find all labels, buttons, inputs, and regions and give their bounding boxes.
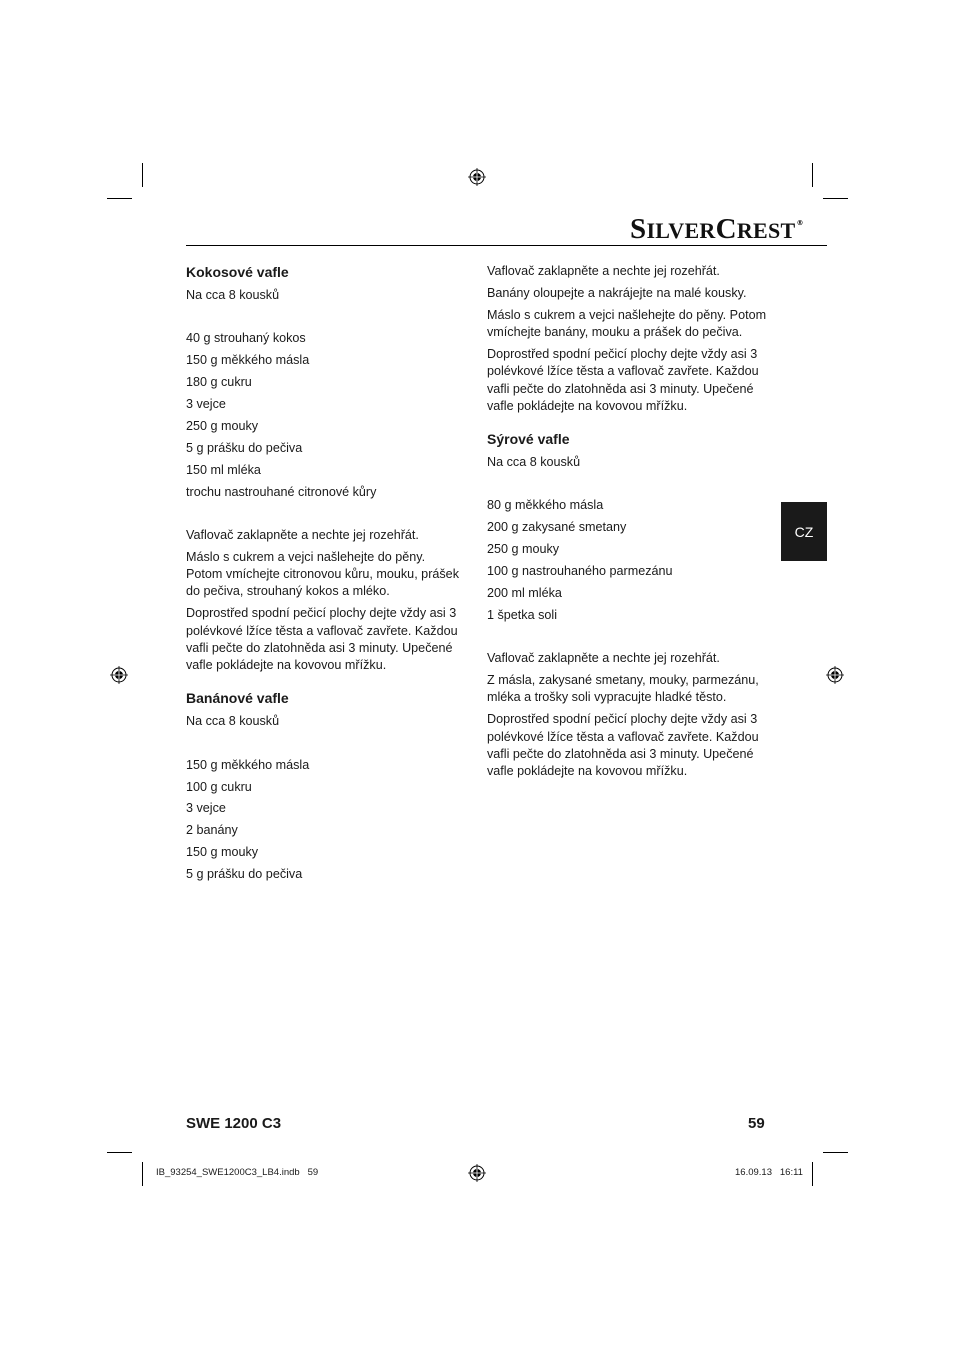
crop-mark	[107, 1152, 132, 1153]
ingredient-list	[186, 330, 461, 501]
ingredient: 200 g zakysané smetany	[487, 520, 627, 535]
instruction-paragraph: Doprostřed spodní pečicí plochy dejte vždy asi 3 polévkové lžíce těsta a vaflovač zavřete. Každou vafli pečte do zlatohněda asi 3 minuty. Upečené vafle pokládejte na kovovou mřížku.	[487, 346, 759, 413]
registration-mark-icon	[110, 666, 128, 684]
ingredient: 3 vejce	[186, 801, 226, 816]
ingredient: 150 ml mléka	[186, 462, 261, 477]
crop-mark	[142, 163, 143, 187]
recipe-title: Sýrové vafle	[487, 431, 570, 448]
instruction-paragraph: Vaflovač zaklapněte a nechte jej rozehřát.	[487, 651, 720, 666]
crop-mark	[823, 198, 848, 199]
instruction-paragraph: Máslo s cukrem a vejci našlehejte do pěny. Potom vmíchejte banány, mouku a prášek do pečiva.	[487, 307, 767, 340]
instruction-paragraph: Doprostřed spodní pečicí plochy dejte vždy asi 3 polévkové lžíce těsta a vaflovač zavřete. Každou vafli pečte do zlatohněda asi 3 minuty. Upečené vafle pokládejte na kovovou mřížku.	[186, 606, 458, 673]
instruction-paragraph: Vaflovač zaklapněte a nechte jej rozehřát.	[487, 264, 720, 278]
crop-mark	[142, 1162, 143, 1186]
ingredient: 250 g mouky	[487, 542, 560, 557]
slug-datetime: 16.09.13 16:11	[735, 1167, 803, 1178]
page-number: 59	[748, 1115, 765, 1132]
crop-mark	[812, 163, 813, 187]
instruction-paragraph: Máslo s cukrem a vejci našlehejte do pěny. Potom vmíchejte citronovou kůru, mouku, prášek do pečiva, strouhaný kokos a mléko.	[186, 549, 459, 599]
recipe-yield: Na cca 8 kousků	[487, 455, 581, 470]
ingredient: 200 ml mléka	[487, 586, 562, 601]
brand-logo: SILVERCREST®	[630, 213, 804, 245]
ingredient: 150 g měkkého másla	[186, 757, 310, 772]
recipe-yield: Na cca 8 kousků	[186, 714, 280, 729]
language-tab: CZ	[781, 502, 827, 561]
ingredient: 40 g strouhaný kokos	[186, 331, 306, 346]
slug-filename: IB_93254_SWE1200C3_LB4.indb 59	[156, 1167, 319, 1178]
ingredient-list	[186, 757, 461, 884]
ingredient: 150 g měkkého másla	[186, 353, 310, 368]
ingredient: 5 g prášku do pečiva	[186, 440, 303, 455]
recipe-title: Banánové vafle	[186, 690, 289, 707]
model-number: SWE 1200 C3	[186, 1115, 282, 1132]
ingredient: 2 banány	[186, 823, 238, 838]
instruction-paragraph: Z másla, zakysané smetany, mouky, parmezánu, mléka a trošky soli vypracujte hladké těsto.	[487, 673, 759, 705]
recipe-title: Kokosové vafle	[186, 264, 289, 280]
ingredient: trochu nastrouhané citronové kůry	[186, 484, 377, 499]
crop-mark	[823, 1152, 848, 1153]
ingredient-list	[487, 497, 772, 624]
registration-mark-icon	[468, 1164, 486, 1182]
column-right	[487, 263, 772, 780]
ingredient: 1 špetka soli	[487, 607, 558, 622]
column-left	[186, 264, 461, 883]
instruction-paragraph: Vaflovač zaklapněte a nechte jej rozehřát.	[186, 527, 419, 542]
ingredient: 80 g měkkého másla	[487, 498, 604, 513]
registration-mark-icon	[468, 168, 486, 186]
header-rule	[186, 245, 827, 246]
instruction-paragraph: Doprostřed spodní pečicí plochy dejte vždy asi 3 polévkové lžíce těsta a vaflovač zavřete. Každou vafli pečte do zlatohněda asi 3 minuty. Upečené vafle pokládejte na kovovou mřížku.	[487, 712, 759, 779]
crop-mark	[812, 1162, 813, 1186]
instruction-paragraph: Banány oloupejte a nakrájejte na malé kousky.	[487, 285, 747, 300]
ingredient: 250 g mouky	[186, 418, 259, 433]
ingredient: 100 g nastrouhaného parmezánu	[487, 564, 673, 579]
recipe-yield: Na cca 8 kousků	[186, 288, 280, 302]
ingredient: 100 g cukru	[186, 779, 252, 794]
ingredient: 150 g mouky	[186, 845, 259, 860]
crop-mark	[107, 198, 132, 199]
registration-mark-icon	[826, 666, 844, 684]
ingredient: 3 vejce	[186, 396, 226, 411]
ingredient: 5 g prášku do pečiva	[186, 867, 303, 882]
ingredient: 180 g cukru	[186, 375, 252, 390]
